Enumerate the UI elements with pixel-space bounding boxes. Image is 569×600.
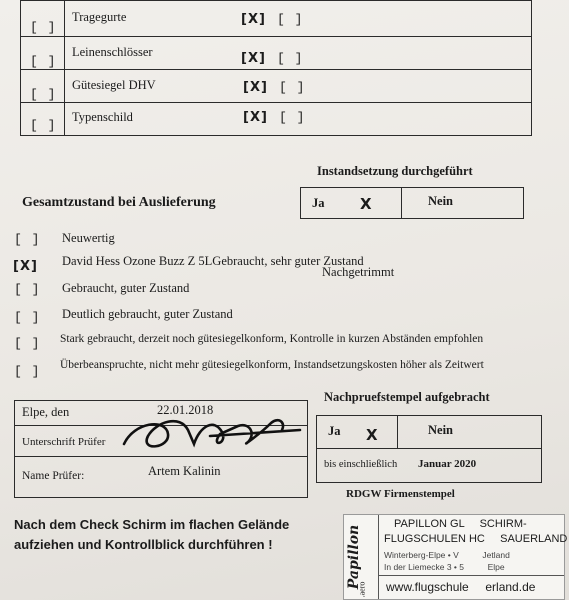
name-label: Name Prüfer: [22,470,85,482]
row-label: Tragegurte [72,10,127,24]
inspection-yes-mark[interactable]: X [366,426,378,444]
date-value[interactable]: 22.01.2018 [157,403,214,417]
condition-heading: Gesamtzustand bei Auslieferung [22,195,216,210]
condition-option: Überbeanspruchte, nicht mehr gütesiegelkonform, Instandsetzungskosten höher als Zeitwert [60,359,484,371]
row-checkbox[interactable]: [ ] [30,118,57,133]
stamp-address-line-2: In der Liemecke 3 • 5 Elpe [384,562,505,572]
condition-checkbox[interactable]: [ ] [14,336,41,351]
row-label: Typenschild [72,110,133,124]
condition-option: Gebraucht, guter Zustand [62,281,190,295]
row-label: Leinenschlösser [72,45,153,59]
condition-option: Neuwertig [62,231,115,245]
row-check-yes[interactable]: [X] [241,12,266,27]
stamp-address-line-1: Winterberg-Elpe • V Jetland [384,550,510,560]
stamp-name-line-1: PAPILLON GL SCHIRM- [394,518,527,530]
row-check-yes[interactable]: [X] [241,51,266,66]
stamp-name-line-2: FLUGSCHULEN HC SAUERLAND [384,533,568,545]
name-value[interactable]: Artem Kalinin [148,464,221,478]
condition-option: Deutlich gebraucht, guter Zustand [62,307,233,321]
signature-scribble [110,404,310,456]
note-line-2: aufziehen und Kontrollblick durchführen ! [14,537,273,552]
signature-label: Unterschrift Prüfer [22,436,106,448]
stamp-logo-panel [344,515,379,599]
company-stamp-label: RDGW Firmenstempel [346,488,455,500]
stamp-logo-sub: .aero [357,581,367,598]
condition-option: David Hess Ozone Buzz Z 5LGebraucht, sehr guter Zustand [62,254,364,268]
row-checkbox[interactable]: [ ] [30,54,57,69]
repair-box [300,187,524,219]
condition-checkbox[interactable]: [ ] [14,232,41,247]
stamp-website[interactable]: www.flugschule erland.de [386,580,536,594]
repair-heading: Instandsetzung durchgeführt [317,164,473,178]
inspection-heading: Nachpruefstempel aufgebracht [324,390,490,404]
condition-annotation: Nachgetrimmt [322,265,395,279]
row-check-yes[interactable]: [X] [243,110,268,125]
items-table-divider [64,0,65,136]
row-check-no[interactable]: [ ] [279,80,306,95]
row-checkbox[interactable]: [ ] [30,87,57,102]
repair-box-divider [401,187,402,219]
items-table-rowline [20,36,532,37]
inspection-box-rowline [316,448,542,449]
condition-checkbox[interactable]: [ ] [14,310,41,325]
row-label: Gütesiegel DHV [72,78,156,92]
row-check-no[interactable]: [ ] [277,51,304,66]
stamp-logo-text: Papillon [346,524,363,590]
row-check-no[interactable]: [ ] [279,110,306,125]
repair-yes-mark[interactable]: X [360,195,372,213]
condition-option: Stark gebraucht, derzeit noch gütesiegelkonform, Kontrolle in kurzen Abständen empfohlen [60,333,484,345]
place-label: Elpe, den [22,405,70,419]
note-line-1: Nach dem Check Schirm im flachen Gelände [14,517,290,532]
condition-checkbox[interactable]: [ ] [14,364,41,379]
row-check-yes[interactable]: [X] [243,80,268,95]
items-table-rowline [20,69,532,70]
repair-yes-label: Ja [312,196,325,210]
valid-until-label: bis einschließlich [324,459,398,470]
items-table-rowline [20,102,532,103]
company-stamp [343,514,568,600]
valid-until-value[interactable]: Januar 2020 [418,458,477,470]
condition-checkbox[interactable]: [ ] [14,282,41,297]
repair-no-label[interactable]: Nein [428,194,453,208]
row-check-no[interactable]: [ ] [277,12,304,27]
inspection-box-divider [397,415,398,448]
inspection-no-label[interactable]: Nein [428,423,453,437]
inspection-yes-label: Ja [328,424,341,438]
signature-box-rowline [14,456,308,457]
condition-checkbox[interactable]: [X] [13,259,38,274]
row-checkbox[interactable]: [ ] [30,20,57,35]
stamp-divider [378,575,564,576]
